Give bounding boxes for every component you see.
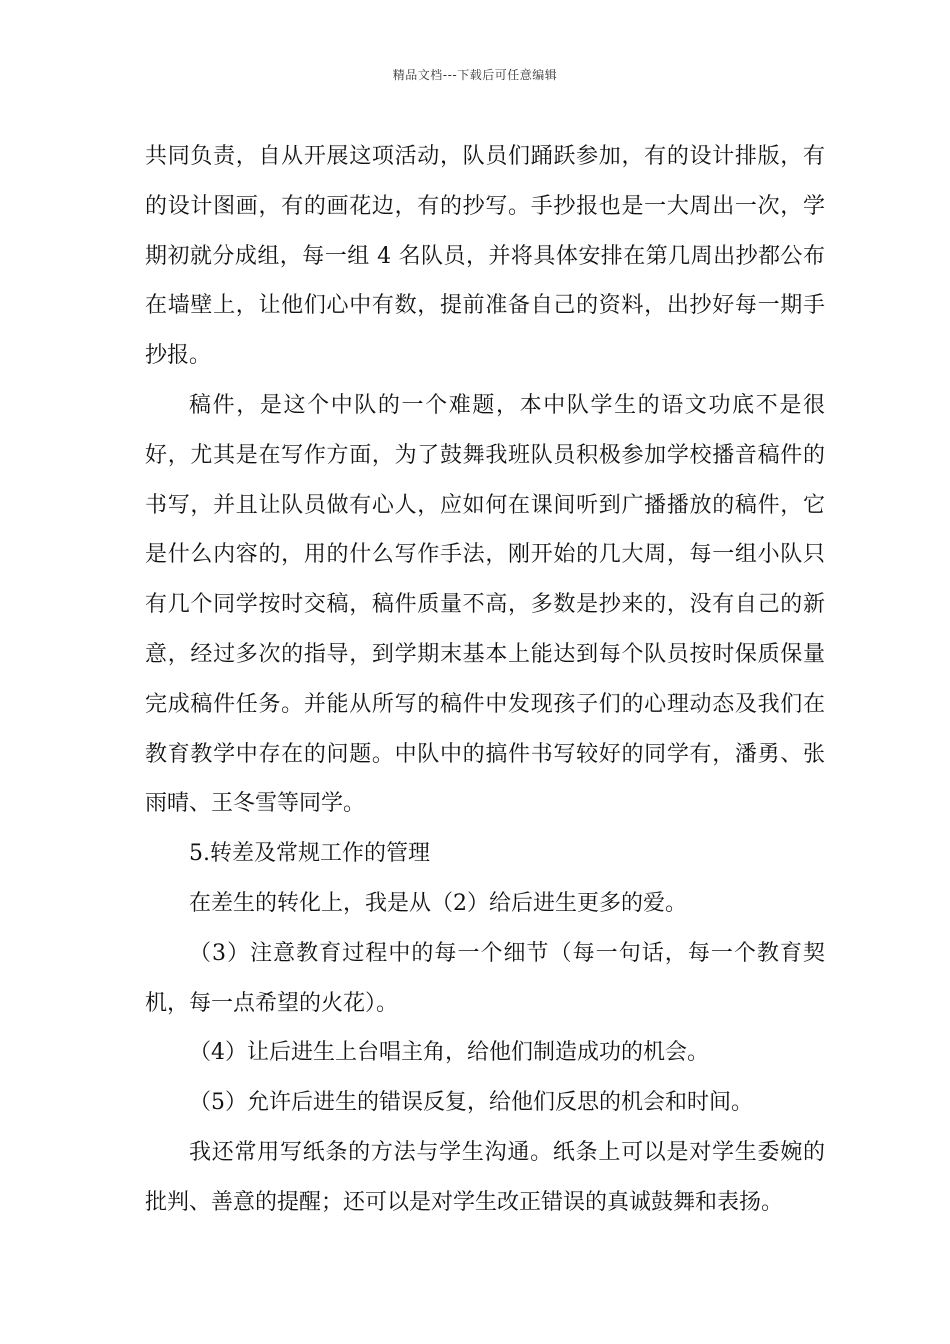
page-header: 精品文档---下载后可任意编辑 — [392, 68, 558, 82]
section-heading-transformation: 5.转差及常规工作的管理 — [189, 841, 430, 867]
document-body — [145, 132, 825, 1228]
paragraph-item-3: （3）注意教育过程中的每一个细节（每一句话，每一个教育契机，每一点希望的火花）。 — [145, 940, 825, 1016]
paragraph-transform-students: 在差生的转化上，我是从（2）给后进生更多的爱。 — [189, 890, 687, 916]
paragraph-item-5: （5）允许后进生的错误反复，给他们反思的机会和时间。 — [189, 1090, 753, 1116]
paragraph-manuscripts: 稿件，是这个中队的一个难题，本中队学生的语文功底不是很好，尤其是在写作方面，为了鼓舞我班队员积极参加学校播音稿件的书写，并且让队员做有心人，应如何在课间听到广播播放的稿件，它是什么内容的，用的什么写作手法，刚开始的几大周，每一组小队只有几个同学按时交稿，稿件质量不高，多数是抄来的，没有自己的新意，经过多次的指导，到学期末基本上能达到每个队员按时保质保量完成稿件任务。并能从所写的稿件中发现孩子们的心理动态及我们在教育教学中存在的问题。中队中的搞件书写较好的同学有，潘勇、张雨晴、王冬雪等同学。 — [145, 392, 825, 817]
paragraph-handwritten-newspaper: 共同负责，自从开展这项活动，队员们踊跃参加，有的设计排版，有的设计图画，有的画花边，有的抄写。手抄报也是一大周出一次，学期初就分成组，每一组 4 名队员，并将具体安排在第几周出抄都公布在墙壁上，让他们心中有数，提前准备自己的资料，出抄好每一期手抄报。 — [145, 144, 825, 369]
paragraph-notes-communication: 我还常用写纸条的方法与学生沟通。纸条上可以是对学生委婉的批判、善意的提醒；还可以是对学生改正错误的真诚鼓舞和表扬。 — [145, 1139, 825, 1215]
paragraph-item-4: （4）让后进生上台唱主角，给他们制造成功的机会。 — [189, 1040, 709, 1066]
